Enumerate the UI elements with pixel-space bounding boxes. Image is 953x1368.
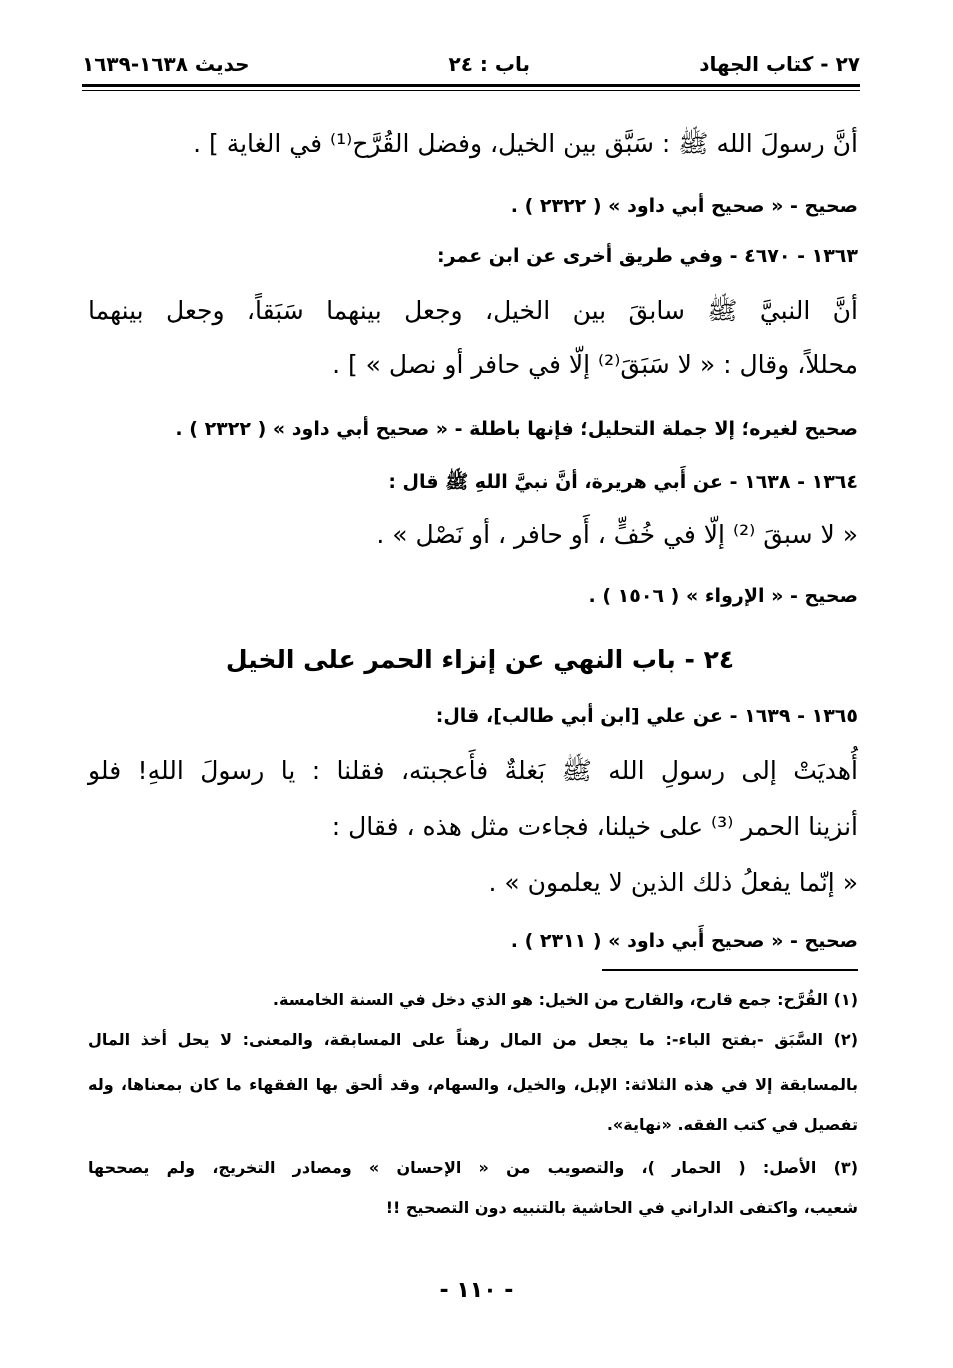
header-rule-thin [82,90,860,91]
text-line: محللاً، وقال : « لا سَبَقَ⁽²⁾ إلّا في حافر أو نصل » ] . [332,350,858,379]
hadith-number-line: ١٣٦٣ - ٤٦٧٠ - وفي طريق أخرى عن ابن عمر: [437,245,858,267]
footnote-line: (٣) الأصل: ( الحمار )، والتصويب من « الإحسان » ومصادر التخريج، ولم يصححها [88,1158,858,1177]
footnote-line: بالمسابقة إلا في هذه الثلاثة: الإبل، والخيل، والسهام، وقد ألحق بها الفقهاء ما كان بمعناها، وله [88,1075,858,1094]
grading-line: صحيح - « الإرواء » ( ١٥٠٦ ) . [588,585,858,607]
hadith-number-line: ١٣٦٥ - ١٦٣٩ - عن علي [ابن أبي طالب]، قال: [435,705,858,727]
text-line: أنَّ رسولَ الله ﷺ : سَبَّق بين الخيل، وفضل القُرَّح⁽¹⁾ في الغاية ] . [193,129,858,158]
text-line: « لا سبقَ ⁽²⁾ إلّا في خُفٍّ ، أَو حافر ، أو نَصْل » . [376,520,858,549]
hadith-range: حديث ١٦٣٨-١٦٣٩ [82,52,250,76]
page-number: - ١١٠ - [439,1278,514,1303]
text-line: أنزينا الحمر ⁽³⁾ على خيلنا، فجاءت مثل هذه ، فقال : [331,812,858,841]
grading-line: صحيح - « صحيح أَبي داود » ( ٢٣١١ ) . [510,930,858,952]
footnote-line: تفصيل في كتب الفقه. «نهاية». [606,1115,858,1134]
grading-line: صحيح لغيره؛ إلا جملة التحليل؛ فإنها باطلة - « صحيح أبي داود » ( ٢٣٢٢ ) . [175,418,858,440]
footnote-line: (١) القُرَّح: جمع قارح، والقارح من الخيل: هو الذي دخل في السنة الخامسة. [272,990,858,1009]
chapter-title: ٢٧ - كتاب الجهاد [699,52,860,76]
footnote-line: شعيب، واكتفى الداراني في الحاشية بالتنبيه دون التصحيح !! [385,1198,858,1217]
text-line: أُهديَتْ إلى رسولِ الله ﷺ بَغلةٌ فأَعجبته، فقلنا : يا رسولَ اللهِ! فلو [88,756,858,785]
page-header [82,44,860,84]
footnote-line: (٢) السَّبَق -بفتح الباء-: ما يجعل من المال رهناً على المسابقة، والمعنى: لا يحل أخذ المال [88,1030,858,1049]
bab-number: باب : ٢٤ [448,52,530,76]
section-heading: ٢٤ - باب النهي عن إنزاء الحمر على الخيل [225,645,735,674]
text-line: أنَّ النبيَّ ﷺ سابقَ بين الخيل، وجعل بينهما سَبَقاً، وجعل بينهما [88,296,858,325]
header-rule-thick [82,84,860,87]
hadith-number-line: ١٣٦٤ - ١٦٣٨ - عن أَبي هريرة، أنَّ نبيَّ اللهِ ﷺ قال : [388,471,858,493]
grading-line: صحيح - « صحيح أبي داود » ( ٢٣٢٢ ) . [510,195,858,217]
footnote-separator [602,969,858,971]
text-line: « إنّما يفعلُ ذلك الذين لا يعلمون » . [488,868,858,897]
